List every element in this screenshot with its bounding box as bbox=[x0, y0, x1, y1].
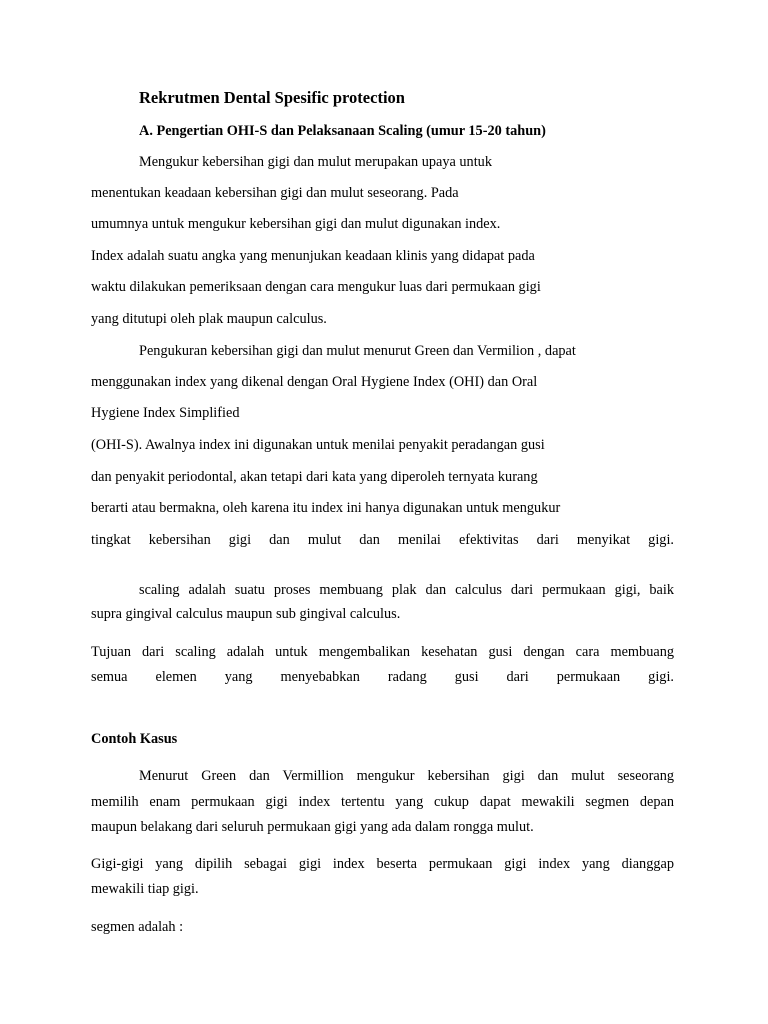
paragraph-line: segmen adalah : bbox=[91, 919, 184, 935]
paragraph-line: Tujuan dari scaling adalah untuk mengembalikan kesehatan gusi dengan cara membuang bbox=[91, 644, 674, 660]
paragraph-line: Pengukuran kebersihan gigi dan mulut menurut Green dan Vermilion , dapat bbox=[139, 343, 576, 359]
paragraph-line: mewakili tiap gigi. bbox=[91, 881, 199, 897]
paragraph-line: memilih enam permukaan gigi index tertentu yang cukup dapat mewakili segmen depan bbox=[91, 794, 674, 810]
subheading: A. Pengertian OHI-S dan Pelaksanaan Scaling (umur 15-20 tahun) bbox=[139, 123, 546, 139]
paragraph-line: berarti atau bermakna, oleh karena itu index ini hanya digunakan untuk mengukur bbox=[91, 500, 561, 516]
paragraph-line: Menurut Green dan Vermillion mengukur kebersihan gigi dan mulut seseorang bbox=[139, 768, 674, 784]
document-title: Rekrutmen Dental Spesific protection bbox=[139, 88, 405, 107]
paragraph-line: scaling adalah suatu proses membuang plak dan calculus dari permukaan gigi, baik bbox=[139, 582, 674, 598]
paragraph-line: Hygiene Index Simplified bbox=[91, 405, 240, 421]
paragraph-line: umumnya untuk mengukur kebersihan gigi dan mulut digunakan index. bbox=[91, 216, 501, 232]
paragraph-line: Index adalah suatu angka yang menunjukan keadaan klinis yang didapat pada bbox=[91, 248, 535, 264]
paragraph-line: maupun belakang dari seluruh permukaan gigi yang ada dalam rongga mulut. bbox=[91, 819, 534, 835]
paragraph-line: (OHI-S). Awalnya index ini digunakan untuk menilai penyakit peradangan gusi bbox=[91, 437, 545, 453]
paragraph-line: supra gingival calculus maupun sub gingival calculus. bbox=[91, 606, 401, 622]
paragraph-line: yang ditutupi oleh plak maupun calculus. bbox=[91, 311, 327, 327]
paragraph-line: Mengukur kebersihan gigi dan mulut merupakan upaya untuk bbox=[139, 154, 492, 170]
paragraph-line: Gigi-gigi yang dipilih sebagai gigi index beserta permukaan gigi index yang dianggap bbox=[91, 856, 674, 872]
paragraph-line: tingkat kebersihan gigi dan mulut dan menilai efektivitas dari menyikat gigi. bbox=[91, 532, 674, 548]
paragraph-line: waktu dilakukan pemeriksaan dengan cara mengukur luas dari permukaan gigi bbox=[91, 279, 541, 295]
paragraph-line: menentukan keadaan kebersihan gigi dan mulut seseorang. Pada bbox=[91, 185, 459, 201]
section-heading: Contoh Kasus bbox=[91, 731, 178, 747]
paragraph-line: menggunakan index yang dikenal dengan Oral Hygiene Index (OHI) dan Oral bbox=[91, 374, 538, 390]
paragraph-line: dan penyakit periodontal, akan tetapi dari kata yang diperoleh ternyata kurang bbox=[91, 469, 538, 485]
paragraph-line: semua elemen yang menyebabkan radang gusi dari permukaan gigi. bbox=[91, 669, 674, 685]
